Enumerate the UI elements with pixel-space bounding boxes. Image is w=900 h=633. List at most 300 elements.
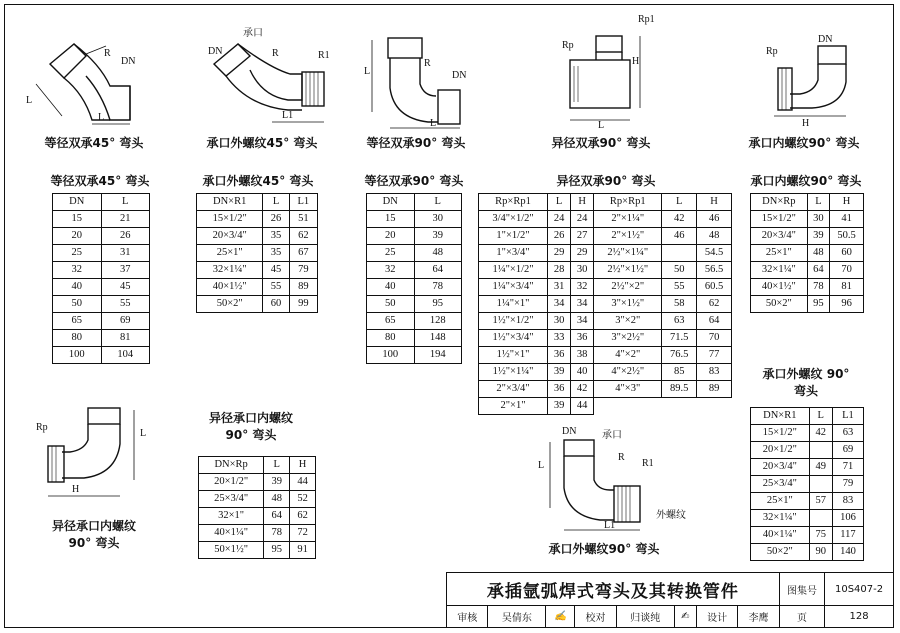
label-r1: R1 bbox=[642, 458, 654, 469]
table-cell: 26 bbox=[263, 211, 289, 228]
table-cell bbox=[697, 398, 732, 415]
table-cell: 41 bbox=[830, 211, 864, 228]
table-cell: 40×1¼" bbox=[751, 527, 810, 544]
table-cell: 2½"×1¼" bbox=[594, 245, 662, 262]
table-cell: 63 bbox=[832, 425, 863, 442]
table-cell: 44 bbox=[290, 474, 316, 491]
table-row bbox=[199, 491, 316, 508]
table-cell: 20×1/2" bbox=[751, 442, 810, 459]
label-dn: DN bbox=[562, 426, 577, 437]
table-row bbox=[479, 347, 732, 364]
table-cell: 64 bbox=[807, 262, 829, 279]
check-label: 校对 bbox=[575, 606, 616, 628]
table-row bbox=[53, 228, 150, 245]
table-cell: 15 bbox=[367, 211, 415, 228]
table-cell: 40×1½" bbox=[197, 279, 263, 296]
label-h: H bbox=[632, 56, 640, 67]
table-90-int-thread-elbow bbox=[750, 193, 864, 313]
diagram-45-equal-elbow bbox=[22, 24, 152, 128]
label-r1: R1 bbox=[318, 50, 330, 61]
table-header-row bbox=[751, 194, 864, 211]
diagram-reducing-int-thread-elbow bbox=[36, 400, 156, 510]
table-cell: 2"×1½" bbox=[594, 228, 662, 245]
table-cell: 100 bbox=[53, 347, 102, 364]
table-row bbox=[751, 510, 864, 527]
table-cell: 57 bbox=[809, 493, 832, 510]
table-cell: 80 bbox=[367, 330, 415, 347]
table-cell: 36 bbox=[548, 381, 571, 398]
review-signature: ✍ bbox=[546, 606, 575, 628]
table-cell: 31 bbox=[548, 279, 571, 296]
label-r: R bbox=[104, 48, 111, 59]
table-cell: 104 bbox=[101, 347, 150, 364]
table-cell: 2½"×1½" bbox=[594, 262, 662, 279]
table-cell: 21 bbox=[101, 211, 150, 228]
table-cell: 32×1" bbox=[199, 508, 264, 525]
table-cell: 40 bbox=[53, 279, 102, 296]
table-cell: 25 bbox=[367, 245, 415, 262]
table-cell: 37 bbox=[101, 262, 150, 279]
table-cell: 39 bbox=[807, 228, 829, 245]
label-dn: DN bbox=[208, 46, 223, 57]
table-cell: 60 bbox=[263, 296, 289, 313]
table-header-row bbox=[479, 194, 732, 211]
column-header: L bbox=[548, 194, 571, 211]
table-cell: 27 bbox=[571, 228, 594, 245]
table-cell: 83 bbox=[832, 493, 863, 510]
table-cell: 28 bbox=[548, 262, 571, 279]
label-rp: Rp bbox=[562, 40, 574, 51]
label-l2: L bbox=[26, 95, 33, 106]
table-cell: 1½"×1¼" bbox=[479, 364, 548, 381]
column-header: DN×Rp bbox=[199, 457, 264, 474]
table-cell: 65 bbox=[53, 313, 102, 330]
table-cell: 72 bbox=[290, 525, 316, 542]
table-cell: 99 bbox=[289, 296, 317, 313]
table-cell: 48 bbox=[414, 245, 462, 262]
label-rp1: Rp1 bbox=[638, 14, 655, 25]
table-cell: 25×1" bbox=[197, 245, 263, 262]
table-cell: 4"×3" bbox=[594, 381, 662, 398]
table-cell: 20 bbox=[53, 228, 102, 245]
table-row bbox=[479, 364, 732, 381]
table-cell: 128 bbox=[414, 313, 462, 330]
table-header-row bbox=[199, 457, 316, 474]
table-cell: 62 bbox=[697, 296, 732, 313]
diagram-45-ext-thread-elbow bbox=[192, 30, 340, 128]
table-cell: 24 bbox=[548, 211, 571, 228]
column-header: DN×Rp bbox=[751, 194, 808, 211]
label-l: L bbox=[140, 428, 147, 439]
caption-d5: 承口内螺纹90° 弯头 bbox=[748, 136, 860, 150]
table-cell: 117 bbox=[832, 527, 863, 544]
table-cell: 77 bbox=[697, 347, 732, 364]
table-row bbox=[367, 279, 462, 296]
table-cell: 48 bbox=[807, 245, 829, 262]
label-r: R bbox=[272, 48, 279, 59]
column-header: DN×R1 bbox=[197, 194, 263, 211]
table-cell: 50×2" bbox=[197, 296, 263, 313]
table-cell bbox=[809, 510, 832, 527]
table-cell: 50×2" bbox=[751, 296, 808, 313]
table-cell: 81 bbox=[830, 279, 864, 296]
caption-d1: 等径双承45° 弯头 bbox=[44, 136, 144, 150]
table-cell: 34 bbox=[571, 313, 594, 330]
table-cell: 25 bbox=[53, 245, 102, 262]
table-row bbox=[199, 508, 316, 525]
table-cell: 62 bbox=[289, 228, 317, 245]
column-header: L bbox=[662, 194, 697, 211]
table-row bbox=[751, 459, 864, 476]
table-cell: 26 bbox=[548, 228, 571, 245]
table-row bbox=[199, 474, 316, 491]
table-cell: 2½"×2" bbox=[594, 279, 662, 296]
table-cell: 15×1/2" bbox=[751, 425, 810, 442]
table-cell: 30 bbox=[571, 262, 594, 279]
table-cell: 55 bbox=[662, 279, 697, 296]
table-cell: 85 bbox=[662, 364, 697, 381]
table-row bbox=[367, 262, 462, 279]
table-cell: 1½"×1" bbox=[479, 347, 548, 364]
table-cell: 3"×2½" bbox=[594, 330, 662, 347]
table-row bbox=[751, 476, 864, 493]
table-row bbox=[479, 262, 732, 279]
table-cell: 15×1/2" bbox=[197, 211, 263, 228]
label-l: L bbox=[430, 118, 437, 129]
check-signature: ✍ bbox=[674, 606, 696, 628]
table-cell: 48 bbox=[697, 228, 732, 245]
table-cell: 3"×1½" bbox=[594, 296, 662, 313]
table-90-ext-thread-elbow bbox=[750, 407, 864, 561]
table-cell: 42 bbox=[571, 381, 594, 398]
review-name: 吴倩东 bbox=[488, 606, 546, 628]
table-row bbox=[751, 211, 864, 228]
table-row bbox=[197, 262, 318, 279]
table-cell: 26 bbox=[101, 228, 150, 245]
table-cell: 3/4"×1/2" bbox=[479, 211, 548, 228]
table-cell: 67 bbox=[289, 245, 317, 262]
table-cell: 46 bbox=[662, 228, 697, 245]
column-header: L1 bbox=[289, 194, 317, 211]
table-row bbox=[53, 262, 150, 279]
table-cell: 25×3/4" bbox=[199, 491, 264, 508]
table-cell: 64 bbox=[697, 313, 732, 330]
table-cell: 64 bbox=[414, 262, 462, 279]
table-row bbox=[479, 381, 732, 398]
table-row bbox=[367, 296, 462, 313]
table-cell: 76.5 bbox=[662, 347, 697, 364]
table-cell: 15×1/2" bbox=[751, 211, 808, 228]
table-cell: 90 bbox=[809, 544, 832, 561]
table-cell: 60.5 bbox=[697, 279, 732, 296]
table-cell: 36 bbox=[571, 330, 594, 347]
label-ext-thread: 外螺纹 bbox=[656, 510, 686, 521]
table-cell: 51 bbox=[289, 211, 317, 228]
table-row bbox=[751, 262, 864, 279]
table-row bbox=[199, 542, 316, 559]
label-r: R bbox=[618, 452, 625, 463]
label-r: R bbox=[424, 58, 431, 69]
label-rp: Rp bbox=[766, 46, 778, 57]
table-cell: 31 bbox=[101, 245, 150, 262]
table-cell: 95 bbox=[807, 296, 829, 313]
table-cell: 78 bbox=[807, 279, 829, 296]
table-cell: 55 bbox=[263, 279, 289, 296]
caption-d4: 异径双承90° 弯头 bbox=[551, 136, 651, 150]
caption-d6: 异径承口内螺纹 90° 弯头 bbox=[51, 519, 136, 550]
table-cell: 40×1¼" bbox=[199, 525, 264, 542]
table-cell: 71.5 bbox=[662, 330, 697, 347]
table-row bbox=[367, 228, 462, 245]
table-header-row bbox=[751, 408, 864, 425]
table-cell: 1½"×3/4" bbox=[479, 330, 548, 347]
design-label: 设计 bbox=[696, 606, 737, 628]
check-name: 归谈纯 bbox=[616, 606, 674, 628]
table-cell: 70 bbox=[830, 262, 864, 279]
caption-d2: 承口外螺纹45° 弯头 bbox=[206, 136, 318, 150]
table-cell: 91 bbox=[290, 542, 316, 559]
table-45-ext-thread-elbow bbox=[196, 193, 318, 313]
table-row bbox=[751, 245, 864, 262]
table-cell: 89 bbox=[289, 279, 317, 296]
table-cell: 20×1/2" bbox=[199, 474, 264, 491]
table-row bbox=[197, 296, 318, 313]
table-title-t7: 承口外螺纹 90° 弯头 bbox=[762, 367, 850, 398]
table-cell bbox=[809, 442, 832, 459]
page-number: 128 bbox=[825, 606, 894, 628]
column-header: Rp×Rp1 bbox=[479, 194, 548, 211]
table-cell: 1¼"×3/4" bbox=[479, 279, 548, 296]
table-cell: 32×1¼" bbox=[751, 262, 808, 279]
atlas-number: 10S407-2 bbox=[825, 573, 894, 606]
table-cell: 46 bbox=[697, 211, 732, 228]
column-header: L bbox=[264, 457, 290, 474]
table-90-equal-elbow bbox=[366, 193, 462, 364]
table-row bbox=[479, 313, 732, 330]
table-row bbox=[751, 425, 864, 442]
drawing-title: 承插氩弧焊式弯头及其转换管件 bbox=[447, 573, 780, 606]
table-cell: 3"×2" bbox=[594, 313, 662, 330]
table-cell: 50 bbox=[367, 296, 415, 313]
table-row bbox=[751, 228, 864, 245]
table-cell: 35 bbox=[263, 245, 289, 262]
table-cell: 95 bbox=[264, 542, 290, 559]
table-cell: 58 bbox=[662, 296, 697, 313]
table-cell bbox=[809, 476, 832, 493]
title-block bbox=[446, 572, 894, 628]
table-cell: 34 bbox=[548, 296, 571, 313]
table-cell: 79 bbox=[289, 262, 317, 279]
table-cell: 35 bbox=[263, 228, 289, 245]
column-header: L bbox=[263, 194, 289, 211]
table-cell: 148 bbox=[414, 330, 462, 347]
table-row bbox=[53, 313, 150, 330]
table-cell: 42 bbox=[662, 211, 697, 228]
label-l1: L1 bbox=[282, 110, 294, 121]
table-cell: 81 bbox=[101, 330, 150, 347]
table-cell: 40 bbox=[571, 364, 594, 381]
table-cell: 15 bbox=[53, 211, 102, 228]
column-header: L bbox=[807, 194, 829, 211]
label-dn: DN bbox=[452, 70, 467, 81]
table-cell: 24 bbox=[571, 211, 594, 228]
table-cell: 50 bbox=[662, 262, 697, 279]
table-cell: 106 bbox=[832, 510, 863, 527]
design-name: 李鹰 bbox=[738, 606, 779, 628]
table-cell: 1"×3/4" bbox=[479, 245, 548, 262]
table-cell: 96 bbox=[830, 296, 864, 313]
table-cell: 64 bbox=[264, 508, 290, 525]
table-cell: 2"×1¼" bbox=[594, 211, 662, 228]
column-header: H bbox=[697, 194, 732, 211]
table-cell: 50 bbox=[53, 296, 102, 313]
column-header: DN×R1 bbox=[751, 408, 810, 425]
table-row bbox=[751, 544, 864, 561]
table-cell: 38 bbox=[571, 347, 594, 364]
table-cell: 36 bbox=[548, 347, 571, 364]
column-header: DN bbox=[367, 194, 415, 211]
column-header: L bbox=[809, 408, 832, 425]
table-cell: 20×3/4" bbox=[751, 459, 810, 476]
table-cell: 42 bbox=[809, 425, 832, 442]
table-cell: 71 bbox=[832, 459, 863, 476]
table-row bbox=[751, 279, 864, 296]
label-l: L bbox=[98, 112, 105, 123]
label-h: H bbox=[802, 118, 810, 129]
table-row bbox=[479, 296, 732, 313]
caption-d7: 承口外螺纹90° 弯头 bbox=[548, 542, 660, 556]
label-rp: Rp bbox=[36, 422, 48, 433]
table-cell: 69 bbox=[832, 442, 863, 459]
table-header-row bbox=[197, 194, 318, 211]
table-cell: 49 bbox=[809, 459, 832, 476]
table-header-row bbox=[53, 194, 150, 211]
table-cell: 89 bbox=[697, 381, 732, 398]
table-row bbox=[751, 493, 864, 510]
column-header: DN bbox=[53, 194, 102, 211]
table-cell: 29 bbox=[571, 245, 594, 262]
table-row bbox=[197, 279, 318, 296]
column-header: H bbox=[571, 194, 594, 211]
table-cell: 78 bbox=[414, 279, 462, 296]
table-cell: 30 bbox=[548, 313, 571, 330]
table-row bbox=[367, 313, 462, 330]
label-dn: DN bbox=[818, 34, 833, 45]
table-row bbox=[53, 347, 150, 364]
table-title-t3: 等径双承90° 弯头 bbox=[364, 174, 464, 188]
table-90-reducing-elbow bbox=[478, 193, 732, 415]
table-row bbox=[197, 211, 318, 228]
table-cell: 33 bbox=[548, 330, 571, 347]
table-cell: 48 bbox=[264, 491, 290, 508]
table-row bbox=[197, 228, 318, 245]
page-label: 页 bbox=[779, 606, 824, 628]
table-row bbox=[479, 398, 732, 415]
table-cell: 194 bbox=[414, 347, 462, 364]
table-cell: 79 bbox=[832, 476, 863, 493]
table-cell: 83 bbox=[697, 364, 732, 381]
table-cell: 44 bbox=[571, 398, 594, 415]
table-row bbox=[751, 527, 864, 544]
label-socket: 承口 bbox=[602, 430, 622, 441]
table-cell: 1¼"×1" bbox=[479, 296, 548, 313]
table-row bbox=[479, 211, 732, 228]
table-row bbox=[367, 330, 462, 347]
table-title-t4: 异径双承90° 弯头 bbox=[556, 174, 656, 188]
table-cell: 20×3/4" bbox=[751, 228, 808, 245]
caption-d3: 等径双承90° 弯头 bbox=[366, 136, 466, 150]
table-row bbox=[367, 347, 462, 364]
table-row bbox=[199, 525, 316, 542]
table-cell: 32 bbox=[367, 262, 415, 279]
table-cell: 40×1½" bbox=[751, 279, 808, 296]
table-cell: 62 bbox=[290, 508, 316, 525]
table-cell: 52 bbox=[290, 491, 316, 508]
atlas-label: 图集号 bbox=[779, 573, 824, 606]
table-cell: 32 bbox=[53, 262, 102, 279]
table-row bbox=[53, 245, 150, 262]
table-45-equal-elbow bbox=[52, 193, 150, 364]
table-cell bbox=[662, 245, 697, 262]
table-row bbox=[751, 442, 864, 459]
table-cell: 140 bbox=[832, 544, 863, 561]
label-l1: L1 bbox=[604, 520, 616, 531]
label-h: H bbox=[72, 484, 80, 495]
table-title-t2: 承口外螺纹45° 弯头 bbox=[202, 174, 314, 188]
column-header: Rp×Rp1 bbox=[594, 194, 662, 211]
table-title-t1: 等径双承45° 弯头 bbox=[50, 174, 150, 188]
table-cell: 25×3/4" bbox=[751, 476, 810, 493]
table-cell: 30 bbox=[414, 211, 462, 228]
column-header: L bbox=[414, 194, 462, 211]
table-cell: 1¼"×1/2" bbox=[479, 262, 548, 279]
column-header: L1 bbox=[832, 408, 863, 425]
table-cell: 4"×2½" bbox=[594, 364, 662, 381]
table-cell: 34 bbox=[571, 296, 594, 313]
table-cell: 2"×1" bbox=[479, 398, 548, 415]
table-reducing-int-thread-elbow bbox=[198, 456, 316, 559]
label-l2: L bbox=[364, 66, 371, 77]
table-row bbox=[751, 296, 864, 313]
table-cell: 56.5 bbox=[697, 262, 732, 279]
table-cell: 25×1" bbox=[751, 493, 810, 510]
table-cell: 60 bbox=[830, 245, 864, 262]
table-cell: 50×2" bbox=[751, 544, 810, 561]
table-cell: 54.5 bbox=[697, 245, 732, 262]
column-header: H bbox=[290, 457, 316, 474]
table-title-t5: 承口内螺纹90° 弯头 bbox=[750, 174, 862, 188]
label-socket: 承口 bbox=[243, 28, 263, 39]
table-cell: 39 bbox=[548, 398, 571, 415]
table-cell: 4"×2" bbox=[594, 347, 662, 364]
table-row bbox=[53, 211, 150, 228]
table-cell: 100 bbox=[367, 347, 415, 364]
table-title-t6: 异径承口内螺纹 90° 弯头 bbox=[208, 411, 293, 442]
table-row bbox=[53, 330, 150, 347]
label-l: L bbox=[598, 120, 605, 131]
diagram-90-reducing-elbow bbox=[560, 26, 660, 132]
table-row bbox=[479, 228, 732, 245]
table-cell bbox=[662, 398, 697, 415]
table-cell: 1½"×1/2" bbox=[479, 313, 548, 330]
table-cell: 30 bbox=[807, 211, 829, 228]
column-header: L bbox=[101, 194, 150, 211]
table-row bbox=[197, 245, 318, 262]
table-cell: 39 bbox=[414, 228, 462, 245]
table-cell: 25×1" bbox=[751, 245, 808, 262]
column-header: H bbox=[830, 194, 864, 211]
table-cell: 45 bbox=[263, 262, 289, 279]
